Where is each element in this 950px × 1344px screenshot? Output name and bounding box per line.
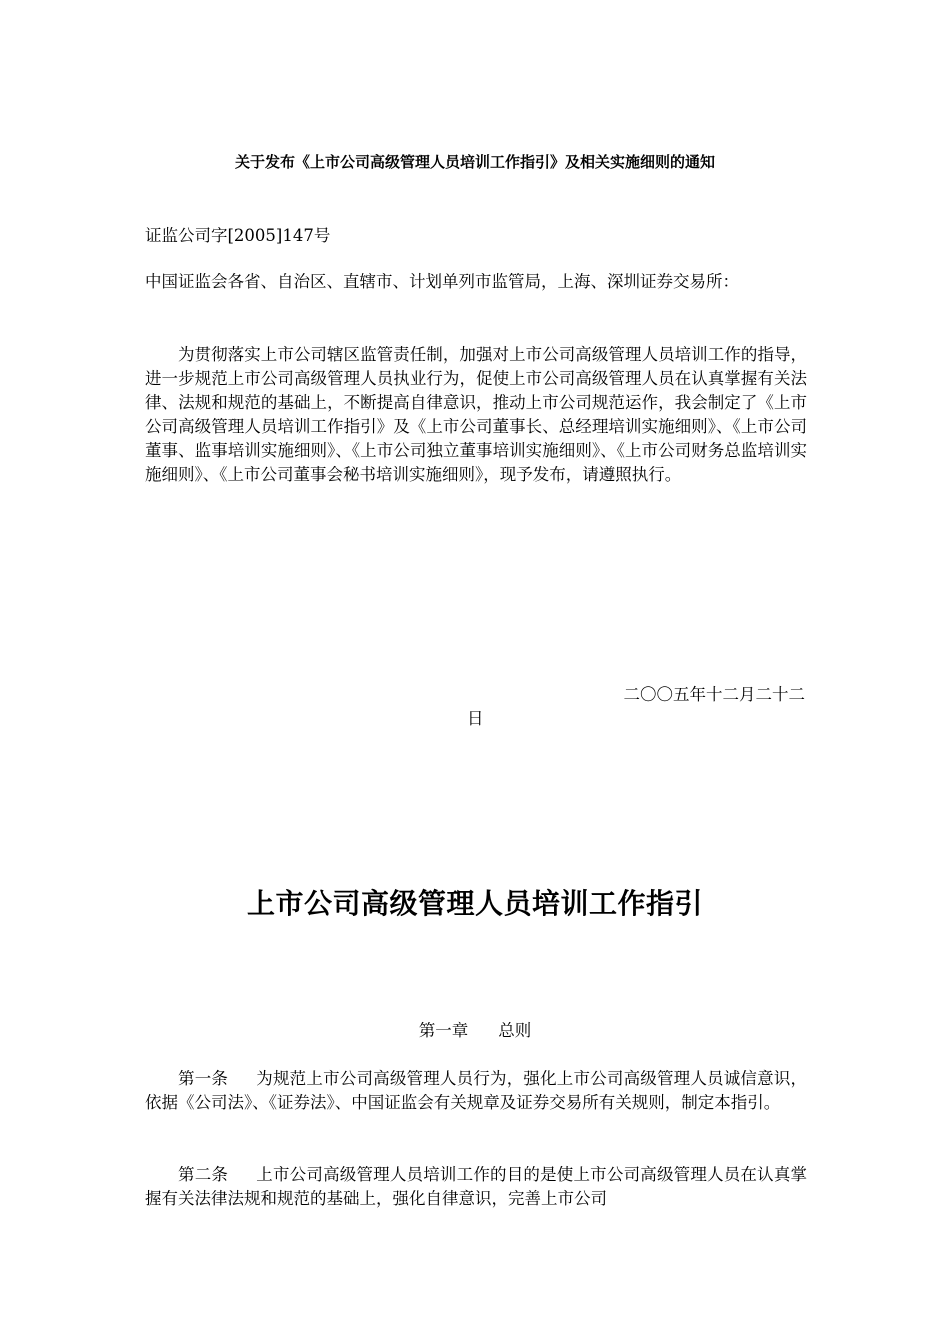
chapter-heading (145, 1019, 805, 1043)
guide-title: 上市公司高级管理人员培训工作指引 (246, 887, 703, 920)
article-text: 为规范上市公司高级管理人员行为，强化上市公司高级管理人员诚信意识，依据《公司法》、《证券法》、中国证监会有关规章及证券交易所有关规则，制定本指引。 (145, 1069, 808, 1112)
chapter-name: 总则 (498, 1021, 532, 1040)
notice-body-paragraph: 为贯彻落实上市公司辖区监管责任制，加强对上市公司高级管理人员培训工作的指导，进一步规范上市公司高级管理人员执业行为，促使上市公司高级管理人员在认真掌握有关法律、法规和规范的基础上，不断提高自律意识，推动上市公司规范运作，我会制定了《上市公司高级管理人员培训工作指引》及《上市公司董事长、总经理培训实施细则》、《上市公司董事、监事培训实施细则》、《上市公司独立董事培训实施细则》、《上市公司财务总监培训实施细则》、《上市公司董事会秘书培训实施细则》，现予发布，请遵照执行。 (145, 345, 807, 484)
document-number: 证监公司字[2005]147号 (145, 226, 331, 245)
article-number: 第一条 (178, 1069, 229, 1088)
chapter-number: 第一章 (418, 1021, 469, 1040)
article-number: 第二条 (178, 1165, 229, 1184)
article-2 (145, 1163, 807, 1211)
article-text: 上市公司高级管理人员培训工作的目的是使上市公司高级管理人员在认真掌握有关法律法规和规范的基础上，强化自律意识，完善上市公司 (145, 1165, 808, 1208)
recipients-line: 中国证监会各省、自治区、直辖市、计划单列市监管局，上海、深圳证券交易所： (145, 272, 739, 291)
notice-title: 关于发布《上市公司高级管理人员培训工作指引》及相关实施细则的通知 (234, 153, 715, 171)
notice-date-continuation: 日 (467, 709, 484, 728)
notice-date: 二〇〇五年十二月二十二 (623, 685, 805, 704)
article-1 (145, 1067, 807, 1115)
